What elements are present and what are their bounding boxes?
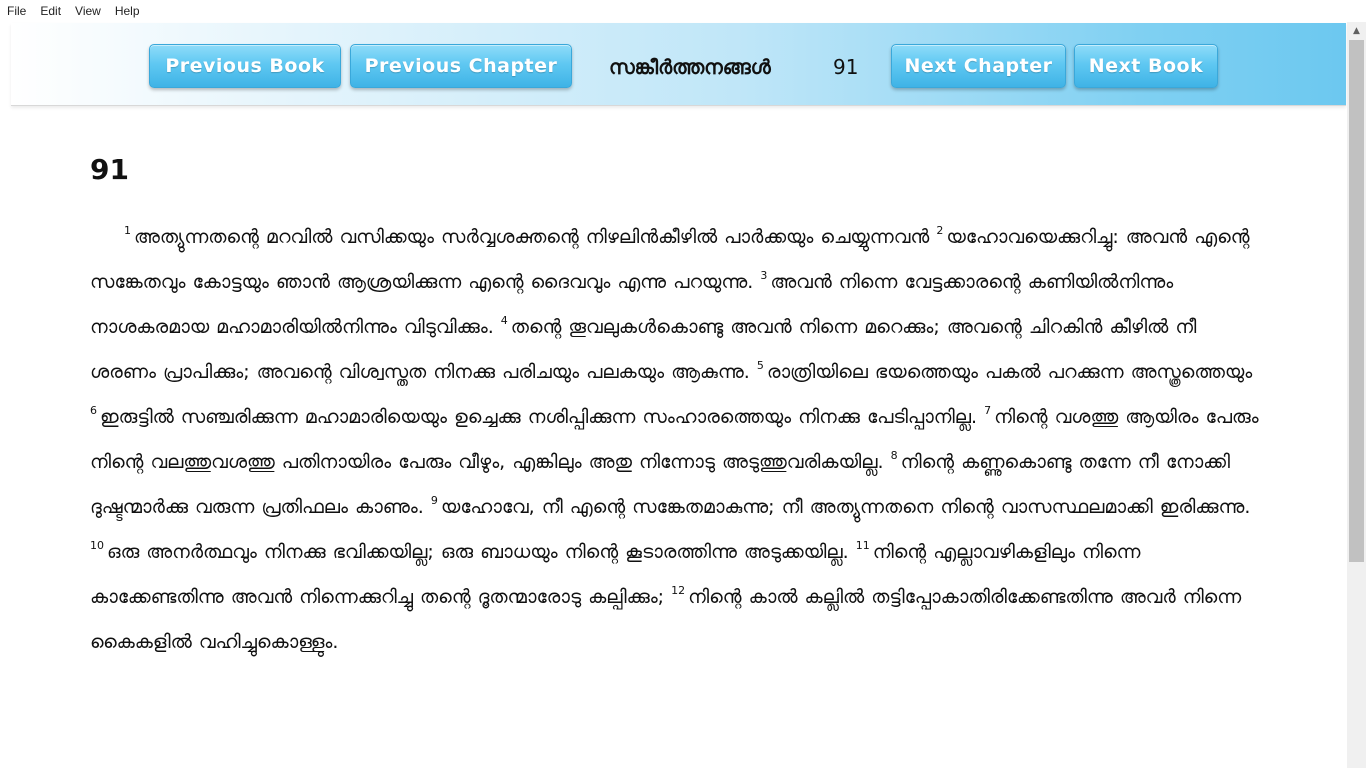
- chapter-content: [90, 150, 1260, 665]
- verse-10: [90, 541, 849, 563]
- menu-file[interactable]: File: [7, 4, 27, 18]
- verse-5: [757, 361, 1252, 383]
- next-chapter-button[interactable]: Next Chapter: [891, 44, 1066, 88]
- verse-number: 11: [855, 539, 870, 552]
- previous-book-button[interactable]: Previous Book: [149, 44, 341, 88]
- chapter-number: 91: [833, 55, 859, 79]
- verse-text: നിന്റെ കണ്ണുകൊണ്ടു തന്നേ നീ നോക്കി ദുഷ്ടന്മാർക്കു വരുന്ന പ്രതിഫലം കാണും.: [90, 451, 1231, 518]
- menu-bar: [0, 0, 1366, 22]
- next-book-button[interactable]: Next Book: [1074, 44, 1218, 88]
- verse-text: രാത്രിയിലെ ഭയത്തെയും പകൽ പറക്കുന്ന അസ്ത്രത്തെയും: [766, 361, 1253, 383]
- verse-number: 8: [890, 449, 898, 462]
- previous-chapter-button[interactable]: Previous Chapter: [350, 44, 572, 88]
- verse-text: നിന്റെ കാൽ കല്ലിൽ തട്ടിപ്പോകാതിരിക്കേണ്ടതിന്നു അവർ നിന്നെ കൈകളിൽ വഹിച്ചുകൊള്ളും.: [90, 586, 1242, 653]
- scroll-thumb[interactable]: [1349, 40, 1364, 562]
- verse-text: യഹോവേ, നീ എന്റെ സങ്കേതമാകുന്നു; നീ അത്യുന്നതനെ നിന്റെ വാസസ്ഥലമാക്കി ഇരിക്കുന്നു.: [440, 496, 1251, 518]
- verse-text: തന്റെ തൂവലുകൾകൊണ്ടു അവൻ നിന്നെ മറെക്കും; അവന്റെ ചിറകിൻ കീഴിൽ നീ ശരണം പ്രാപിക്കും; അവന്റെ വിശ്വസ്തത നിനക്കു പരിചയും പലകയും ആകുന്നു.: [90, 316, 1197, 383]
- navigation-bar: [11, 23, 1346, 106]
- verse-number: 9: [430, 494, 438, 507]
- verse-number: 5: [756, 359, 764, 372]
- verse-number: 6: [90, 404, 97, 417]
- verse-number: 4: [500, 314, 508, 327]
- verse-number: 1: [124, 224, 131, 237]
- verse-9: [431, 496, 1251, 518]
- verse-text: നിന്റെ വശത്തു ആയിരം പേരും നിന്റെ വലത്തുവശത്തു പതിനായിരം പേരും വീഴും, എങ്കിലും അതു നിന്നോടു അടുത്തുവരികയില്ല.: [90, 406, 1259, 473]
- verse-number: 12: [671, 584, 686, 597]
- verse-number: 7: [984, 404, 992, 417]
- verse-1: [124, 226, 929, 248]
- verse-text: അത്യുന്നതന്റെ മറവിൽ വസിക്കയും സർവ്വശക്തന്റെ നിഴലിൻകീഴിൽ പാർക്കയും ചെയ്യുന്നവൻ: [134, 226, 930, 248]
- scroll-up-arrow-icon[interactable]: ▲: [1353, 25, 1360, 36]
- verse-text: ഒരു അനർത്ഥവും നിനക്കു ഭവിക്കയില്ല; ഒരു ബാധയും നിന്റെ കൂടാരത്തിന്നു അടുക്കയില്ല.: [107, 541, 849, 563]
- verse-number: 10: [90, 539, 104, 552]
- verse-text: അവൻ നിന്നെ വേട്ടക്കാരന്റെ കണിയിൽനിന്നും നാശകരമായ മഹാമാരിയിൽനിന്നും വിടുവിക്കും.: [90, 271, 1174, 338]
- verse-number: 2: [936, 224, 944, 237]
- verse-number: 3: [760, 269, 768, 282]
- verse-text: നിന്റെ എല്ലാവഴികളിലും നിന്നെ കാക്കേണ്ടതിന്നു അവൻ നിന്നെക്കുറിച്ചു തന്റെ ദൂതന്മാരോടു കല്പിക്കും;: [90, 541, 1141, 608]
- menu-edit[interactable]: Edit: [40, 4, 62, 18]
- verse-paragraph: [90, 215, 1260, 665]
- verse-6: [90, 406, 977, 428]
- menu-help[interactable]: Help: [114, 4, 140, 18]
- verse-text: ഇരുട്ടിൽ സഞ്ചരിക്കുന്ന മഹാമാരിയെയും ഉച്ചെക്കു നശിപ്പിക്കുന്ന സംഹാരത്തെയും നിനക്കു പേടിപ്പാനില്ല.: [100, 406, 978, 428]
- chapter-heading: 91: [90, 153, 129, 186]
- vertical-scrollbar[interactable]: [1347, 22, 1366, 768]
- book-name: സങ്കീർത്തനങ്ങൾ: [609, 55, 771, 79]
- verse-text: യഹോവയെക്കുറിച്ചു: അവൻ എന്റെ സങ്കേതവും കോട്ടയും ഞാൻ ആശ്രയിക്കുന്ന എന്റെ ദൈവവും എന്നു പറയുന്നു.: [90, 226, 1250, 293]
- menu-view[interactable]: View: [75, 4, 101, 18]
